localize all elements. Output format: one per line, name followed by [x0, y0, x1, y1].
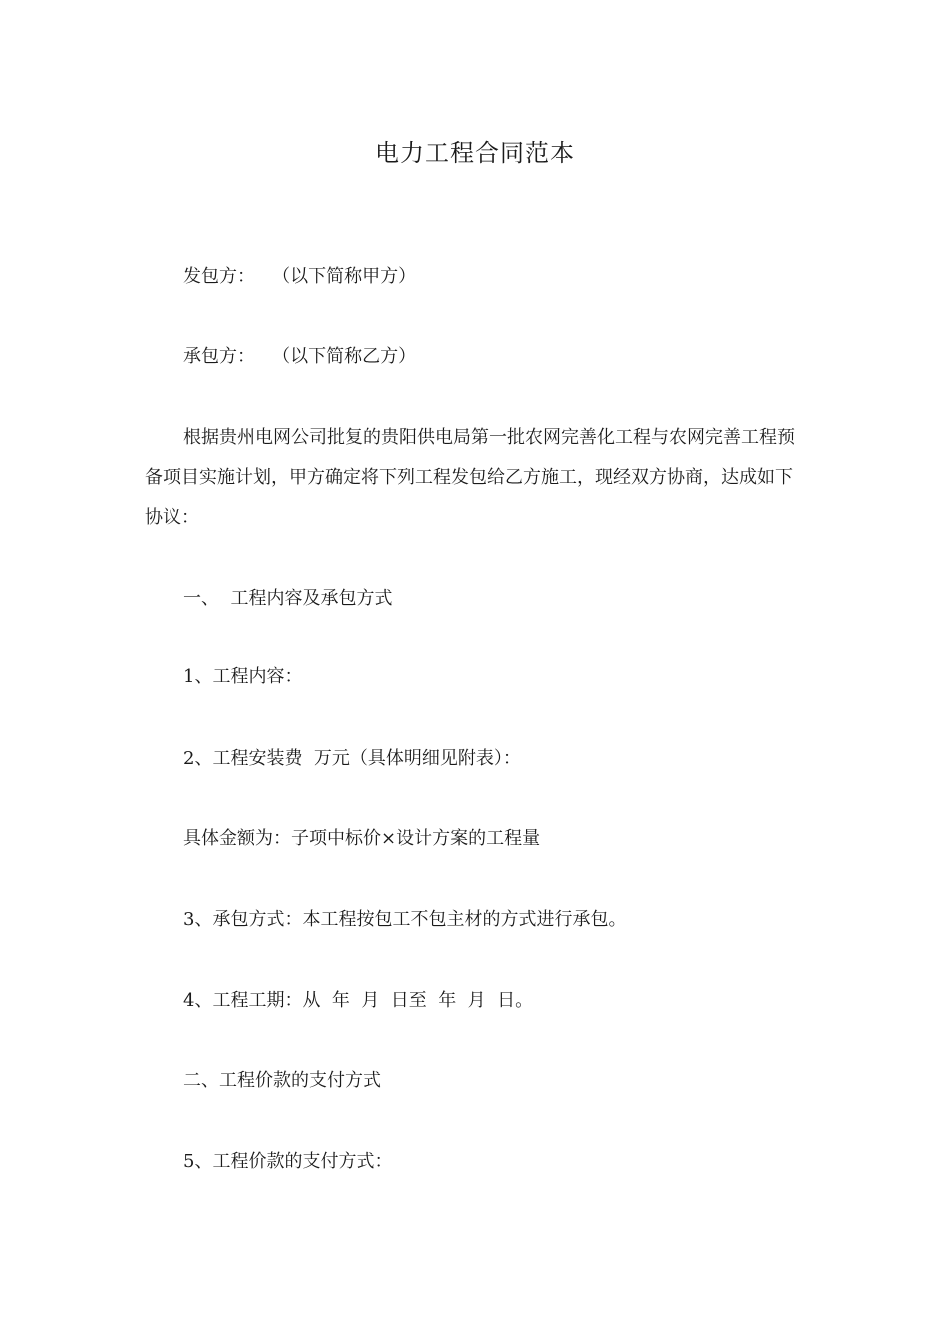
section-2-heading: 二、工程价款的支付方式 [183, 1070, 381, 1091]
item-1-line: 1、工程内容： [183, 666, 303, 687]
item-5-line: 5、工程价款的支付方式： [183, 1151, 393, 1172]
item-2-line: 2、工程安装费 万元（具体明细见附表）： [183, 748, 521, 769]
party-b-line: 承包方： （以下简称乙方） [183, 346, 417, 367]
item-4-line: 4、工程工期：从 年 月 日至 年 月 日。 [183, 990, 534, 1011]
document-title: 电力工程合同范本 [375, 139, 575, 167]
intro-text: 根据贵州电网公司批复的贵阳供电局第一批农网完善化工程与农网完善工程预备项目实施计划，甲方确定将下列工程发包给乙方施工，现经双方协商，达成如下协议： [145, 427, 795, 528]
section-1-heading: 一、 工程内容及承包方式 [183, 588, 393, 609]
party-a-line: 发包方： （以下简称甲方） [183, 266, 417, 287]
intro-paragraph [145, 418, 805, 538]
item-3-line: 3、承包方式：本工程按包工不包主材的方式进行承包。 [183, 909, 627, 930]
amount-line: 具体金额为：子项中标价×设计方案的工程量 [183, 828, 541, 849]
